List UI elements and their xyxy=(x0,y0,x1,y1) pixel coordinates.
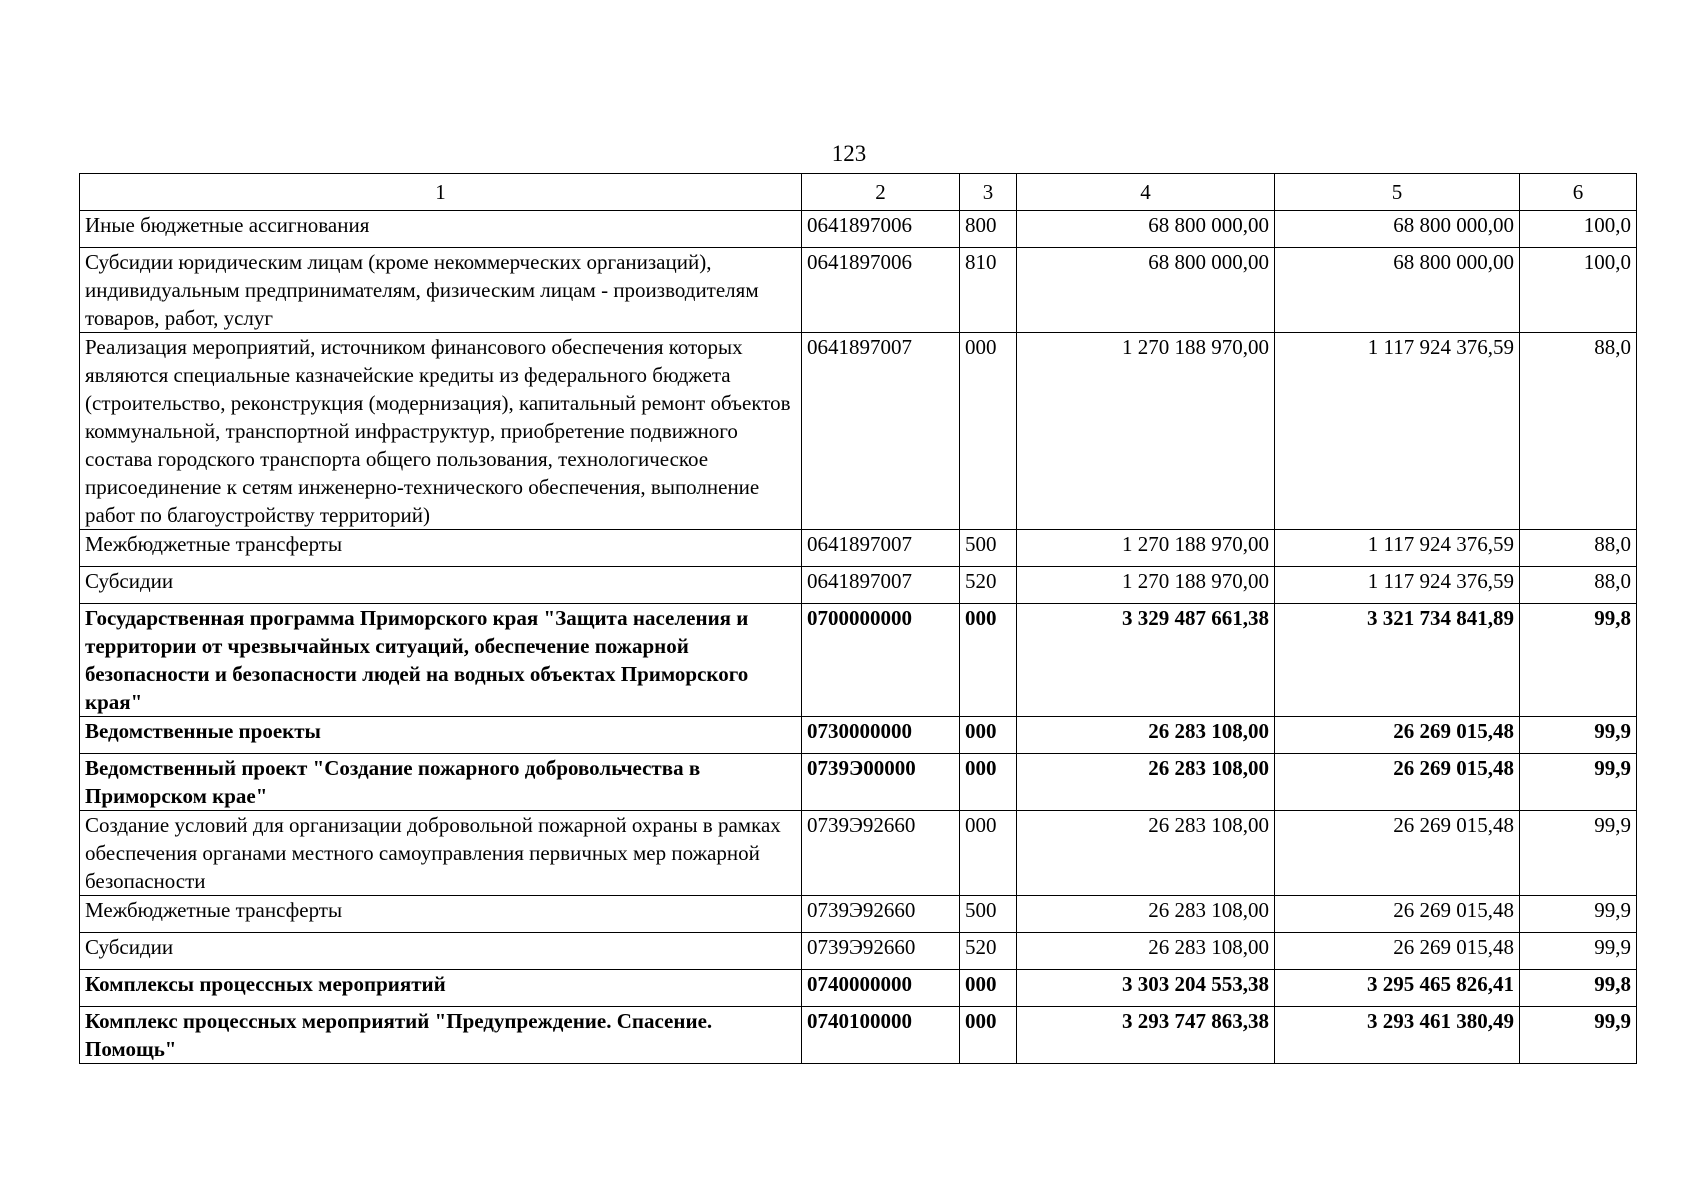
row-percent: 100,0 xyxy=(1520,211,1637,248)
row-plan-amount: 1 270 188 970,00 xyxy=(1017,530,1275,567)
table-row xyxy=(80,811,1637,896)
row-name: Комплекс процессных мероприятий "Предупреждение. Спасение. Помощь" xyxy=(80,1007,802,1064)
row-expense-type: 500 xyxy=(960,896,1017,933)
row-percent: 99,8 xyxy=(1520,970,1637,1007)
row-percent: 88,0 xyxy=(1520,333,1637,530)
row-code: 0740100000 xyxy=(802,1007,960,1064)
row-expense-type: 000 xyxy=(960,333,1017,530)
row-percent: 99,8 xyxy=(1520,604,1637,717)
table-row xyxy=(80,604,1637,717)
row-percent: 99,9 xyxy=(1520,896,1637,933)
row-plan-amount: 26 283 108,00 xyxy=(1017,933,1275,970)
row-code: 0739Э92660 xyxy=(802,811,960,896)
row-name: Комплексы процессных мероприятий xyxy=(80,970,802,1007)
row-expense-type: 000 xyxy=(960,717,1017,754)
table-row xyxy=(80,530,1637,567)
row-plan-amount: 1 270 188 970,00 xyxy=(1017,567,1275,604)
row-name: Межбюджетные трансферты xyxy=(80,530,802,567)
row-name: Субсидии xyxy=(80,567,802,604)
table-row xyxy=(80,896,1637,933)
row-fact-amount: 26 269 015,48 xyxy=(1275,754,1520,811)
column-header: 6 xyxy=(1520,174,1637,211)
row-plan-amount: 1 270 188 970,00 xyxy=(1017,333,1275,530)
row-percent: 99,9 xyxy=(1520,1007,1637,1064)
row-percent: 99,9 xyxy=(1520,933,1637,970)
row-name: Создание условий для организации добровольной пожарной охраны в рамках обеспечения органами местного самоуправления первичных мер пожарной безопасности xyxy=(80,811,802,896)
row-expense-type: 000 xyxy=(960,1007,1017,1064)
row-code: 0739Э92660 xyxy=(802,896,960,933)
table-row xyxy=(80,933,1637,970)
row-expense-type: 000 xyxy=(960,970,1017,1007)
row-fact-amount: 26 269 015,48 xyxy=(1275,717,1520,754)
row-code: 0700000000 xyxy=(802,604,960,717)
row-name: Ведомственные проекты xyxy=(80,717,802,754)
row-percent: 100,0 xyxy=(1520,248,1637,333)
row-plan-amount: 68 800 000,00 xyxy=(1017,248,1275,333)
row-code: 0739Э00000 xyxy=(802,754,960,811)
row-fact-amount: 26 269 015,48 xyxy=(1275,811,1520,896)
row-name: Государственная программа Приморского края "Защита населения и территории от чрезвычайных ситуаций, обеспечение пожарной безопасности и безопасности людей на водных объектах Приморского края" xyxy=(80,604,802,717)
table-row xyxy=(80,754,1637,811)
row-fact-amount: 3 321 734 841,89 xyxy=(1275,604,1520,717)
row-fact-amount: 68 800 000,00 xyxy=(1275,211,1520,248)
row-fact-amount: 3 295 465 826,41 xyxy=(1275,970,1520,1007)
table-row xyxy=(80,248,1637,333)
row-name: Межбюджетные трансферты xyxy=(80,896,802,933)
row-fact-amount: 3 293 461 380,49 xyxy=(1275,1007,1520,1064)
row-code: 0730000000 xyxy=(802,717,960,754)
row-expense-type: 520 xyxy=(960,567,1017,604)
row-plan-amount: 3 329 487 661,38 xyxy=(1017,604,1275,717)
row-plan-amount: 68 800 000,00 xyxy=(1017,211,1275,248)
row-percent: 88,0 xyxy=(1520,530,1637,567)
row-expense-type: 520 xyxy=(960,933,1017,970)
row-name: Ведомственный проект "Создание пожарного добровольчества в Приморском крае" xyxy=(80,754,802,811)
row-fact-amount: 1 117 924 376,59 xyxy=(1275,567,1520,604)
row-fact-amount: 26 269 015,48 xyxy=(1275,933,1520,970)
row-plan-amount: 26 283 108,00 xyxy=(1017,811,1275,896)
column-header: 3 xyxy=(960,174,1017,211)
row-code: 0641897007 xyxy=(802,530,960,567)
row-plan-amount: 3 293 747 863,38 xyxy=(1017,1007,1275,1064)
row-expense-type: 000 xyxy=(960,811,1017,896)
row-fact-amount: 1 117 924 376,59 xyxy=(1275,333,1520,530)
row-name: Реализация мероприятий, источником финансового обеспечения которых являются специальные казначейские кредиты из федерального бюджета (строительство, реконструкция (модернизация), капитальный ремонт объектов коммунальной, транспортной инфраструктур, приобретение подвижного состава городского транспорта общего пользования, технологическое присоединение к сетям инженерно-технического обеспечения, выполнение работ по благоустройству территорий) xyxy=(80,333,802,530)
row-fact-amount: 26 269 015,48 xyxy=(1275,896,1520,933)
row-plan-amount: 26 283 108,00 xyxy=(1017,754,1275,811)
row-plan-amount: 26 283 108,00 xyxy=(1017,717,1275,754)
row-fact-amount: 68 800 000,00 xyxy=(1275,248,1520,333)
header-row xyxy=(80,174,1637,211)
table-row xyxy=(80,1007,1637,1064)
row-code: 0739Э92660 xyxy=(802,933,960,970)
row-code: 0641897006 xyxy=(802,211,960,248)
table-row xyxy=(80,717,1637,754)
row-percent: 99,9 xyxy=(1520,811,1637,896)
row-code: 0641897007 xyxy=(802,567,960,604)
row-plan-amount: 3 303 204 553,38 xyxy=(1017,970,1275,1007)
table-row xyxy=(80,970,1637,1007)
row-expense-type: 000 xyxy=(960,754,1017,811)
row-expense-type: 800 xyxy=(960,211,1017,248)
column-header: 1 xyxy=(80,174,802,211)
row-name: Иные бюджетные ассигнования xyxy=(80,211,802,248)
row-code: 0641897007 xyxy=(802,333,960,530)
table-row xyxy=(80,567,1637,604)
row-name: Субсидии юридическим лицам (кроме некоммерческих организаций), индивидуальным предпринимателям, физическим лицам - производителям товаров, работ, услуг xyxy=(80,248,802,333)
row-fact-amount: 1 117 924 376,59 xyxy=(1275,530,1520,567)
column-header: 4 xyxy=(1017,174,1275,211)
row-percent: 88,0 xyxy=(1520,567,1637,604)
table-row xyxy=(80,333,1637,530)
page-number: 123 xyxy=(831,141,867,166)
row-percent: 99,9 xyxy=(1520,754,1637,811)
column-header: 5 xyxy=(1275,174,1520,211)
row-expense-type: 500 xyxy=(960,530,1017,567)
row-code: 0740000000 xyxy=(802,970,960,1007)
row-name: Субсидии xyxy=(80,933,802,970)
column-header: 2 xyxy=(802,174,960,211)
row-plan-amount: 26 283 108,00 xyxy=(1017,896,1275,933)
table-row xyxy=(80,211,1637,248)
row-code: 0641897006 xyxy=(802,248,960,333)
budget-table xyxy=(79,173,1637,1064)
row-expense-type: 000 xyxy=(960,604,1017,717)
row-percent: 99,9 xyxy=(1520,717,1637,754)
row-expense-type: 810 xyxy=(960,248,1017,333)
